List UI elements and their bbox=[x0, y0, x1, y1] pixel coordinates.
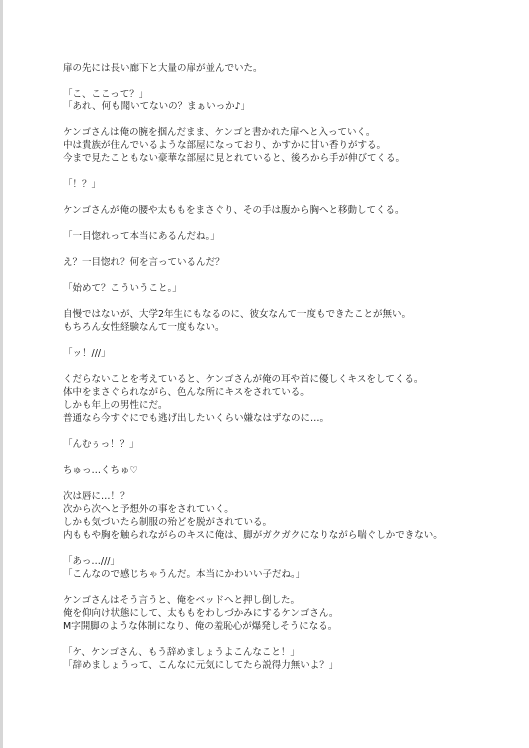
text-line: 「あっ…///」 bbox=[63, 556, 121, 567]
text-line: 俺を仰向け状態にして、太ももをわしづかみにするケンゴさん。 bbox=[63, 608, 339, 619]
text-line: ちゅっ…くちゅ♡ bbox=[63, 465, 139, 476]
text-line: 「ッ！///」 bbox=[63, 348, 111, 359]
text-line: もちろん女性経験なんて一度もない。 bbox=[63, 322, 225, 333]
text-line: 内ももや胸を触られながらのキスに俺は、脚がガクガクになりながら喘ぐしかできない。 bbox=[63, 530, 443, 541]
text-line: 中は貴族が住んでいるような部屋になっており、かすかに甘い香りがする。 bbox=[63, 140, 387, 151]
text-line: え？一目惚れ？何を言っているんだ？ bbox=[63, 257, 225, 268]
text-line: しかも気づいたら制服の殆どを脱がされている。 bbox=[63, 517, 273, 528]
text-line: M字開脚のような体制になり、俺の羞恥心が爆発しそうになる。 bbox=[63, 621, 338, 632]
text-line: 今まで見たこともない豪華な部屋に見とれていると、後ろから手が伸びてくる。 bbox=[63, 153, 406, 164]
text-line: 「んむぅっ！？」 bbox=[63, 439, 139, 450]
text-line: 扉の先には長い廊下と大量の扉が並んでいた。 bbox=[63, 63, 263, 74]
text-line: 次から次へと予想外の事をされていく。 bbox=[63, 504, 234, 515]
text-line: 「こ、ここって？」 bbox=[63, 89, 149, 100]
text-line: ケンゴさんが俺の腰や太ももをまさぐり、その手は腹から胸へと移動してくる。 bbox=[63, 205, 405, 216]
text-line: 体中をまさぐられながら、色んな所にキスをされている。 bbox=[63, 387, 310, 398]
text-line: 普通なら今すぐにでも逃げ出したいくらい嫌なはずなのに…。 bbox=[63, 413, 330, 424]
text-line: 「始めて？こういうこと。」 bbox=[63, 283, 182, 294]
text-line: 「辞めましょうって、こんなに元気にしてたら説得力無いよ？」 bbox=[63, 660, 339, 671]
text-line: 「！？」 bbox=[63, 179, 102, 190]
text-line: 「一目惚れって本当にあるんだね。」 bbox=[63, 231, 220, 242]
text-line: しかも年上の男性にだ。 bbox=[63, 400, 168, 411]
text-line: くだらないことを考えていると、ケンゴさんが俺の耳や首に優しくキスをしてくる。 bbox=[63, 374, 424, 385]
text-line: 「こんなので感じちゃうんだ。本当にかわいい子だね。」 bbox=[63, 569, 306, 580]
text-line: 「ケ、ケンゴさん、もう辞めましょうよこんなこと！」 bbox=[63, 647, 300, 658]
text-line: ケンゴさんはそう言うと、俺をベッドへと押し倒した。 bbox=[63, 595, 301, 606]
text-line: ケンゴさんは俺の腕を掴んだまま、ケンゴと書かれた扉へと入っていく。 bbox=[63, 127, 376, 138]
text-line: 自慢ではないが、大学2年生にもなるのに、彼女なんて一度もできたことが無い。 bbox=[63, 309, 412, 320]
text-line: 次は唇に…！？ bbox=[63, 491, 130, 502]
text-line: 「あれ、何も聞いてないの？まぁいっか♪」 bbox=[63, 101, 251, 112]
